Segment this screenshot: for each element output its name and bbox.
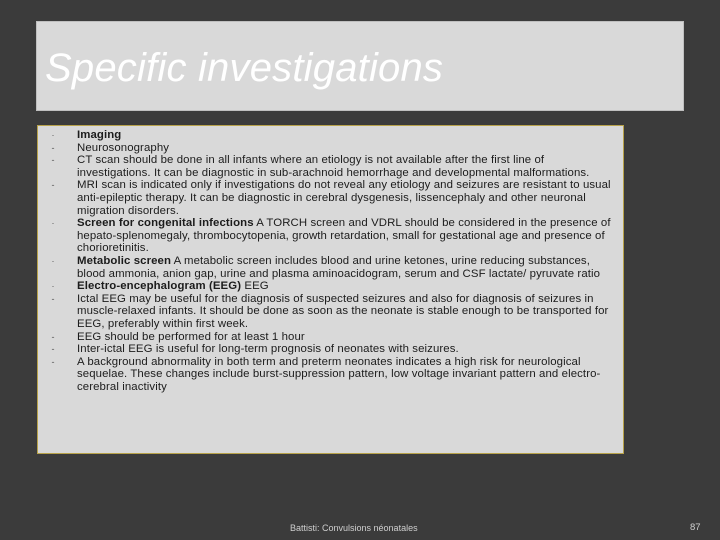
slide-title: Specific investigations (45, 46, 444, 90)
dash-marker: - (51, 180, 55, 191)
bullet-marker: · (51, 281, 55, 292)
page-number: 87 (690, 522, 701, 533)
item-text: Inter-ictal EEG is useful for long-term prognosis of neonates with seizures. (77, 343, 459, 356)
dash-marker: - (51, 356, 55, 367)
content-box (37, 125, 624, 454)
item-text: MRI scan is indicated only if investigations do not reveal any etiology and seizures are resistant to usual anti-epileptic therapy. It can be diagnostic in cerebral dysgenesis, lissencephaly and other neuronal migration disorders. (77, 179, 611, 217)
list-item (38, 280, 625, 293)
dash-marker: - (51, 293, 55, 304)
list-item (38, 129, 625, 142)
bullet-list (38, 129, 625, 393)
item-text: A background abnormality in both term and preterm neonates indicates a high risk for neurological sequelae. These changes include burst-suppression pattern, low voltage invariant pattern and electro-cerebral inactivity (77, 355, 601, 393)
dash-marker: - (51, 142, 55, 153)
list-item (38, 154, 625, 179)
list-item (38, 343, 625, 356)
item-text: EEG (241, 280, 269, 293)
bullet-marker: · (51, 255, 55, 266)
dash-marker: - (51, 155, 55, 166)
item-text: EEG should be performed for at least 1 hour (77, 330, 305, 343)
list-item (38, 255, 625, 280)
list-item (38, 356, 625, 394)
footer-text: Battisti: Convulsions néonatales (290, 523, 418, 533)
item-heading: Electro-encephalogram (EEG) (77, 280, 242, 293)
list-item (38, 179, 625, 217)
list-item (38, 331, 625, 344)
dash-marker: - (51, 344, 55, 355)
list-item (38, 293, 625, 331)
bullet-marker: · (51, 130, 55, 140)
dash-marker: - (51, 331, 55, 342)
item-heading: Screen for congenital infections (77, 217, 254, 230)
item-text: CT scan should be done in all infants where an etiology is not available after the first line of investigations. It can be diagnostic in sub-arachnoid hemorrhage and developmental malformations. (77, 154, 590, 179)
item-text: A TORCH screen and VDRL should be considered in the presence of hepato-splenomegaly, thrombocytopenia, growth retardation, small for gestational age and presence of chorioretinitis. (77, 217, 611, 255)
item-heading: Metabolic screen (77, 254, 172, 267)
item-text: Ictal EEG may be useful for the diagnosis of suspected seizures and also for diagnosis of seizures in muscle-relaxed infants. It should be done as soon as the neonate is stable enough to be transported for EEG, preferably within first week. (77, 292, 609, 330)
bullet-marker: · (51, 218, 55, 229)
item-text: A metabolic screen includes blood and urine ketones, urine reducing substances, blood ammonia, anion gap, urine and plasma aminoacidogram, serum and CSF lactate/ pyruvate ratio (77, 254, 601, 280)
item-heading: Imaging (77, 129, 122, 141)
list-item (38, 217, 625, 255)
title-box (36, 21, 684, 111)
list-item (38, 142, 625, 155)
item-text: Neurosonography (77, 141, 170, 154)
